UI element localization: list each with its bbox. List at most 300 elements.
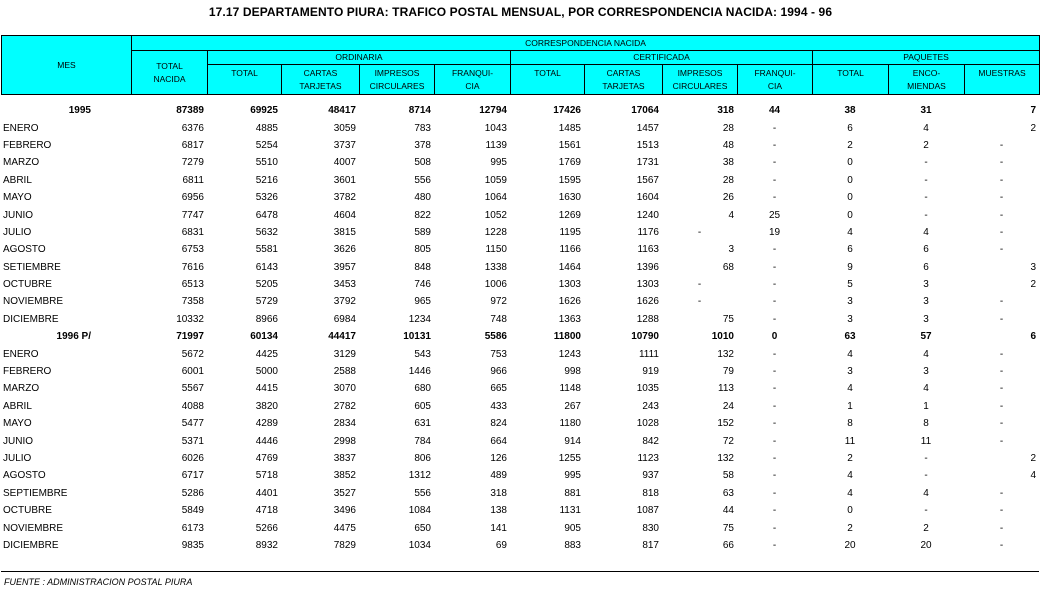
table-cell: 20 (920, 539, 932, 551)
row-label: DICIEMBRE (3, 539, 59, 551)
header-ord-cartas (282, 65, 360, 95)
row-label: 1996 P/ (56, 331, 91, 343)
header-cert-franquicia-line1: FRANQUI- (754, 67, 796, 78)
table-cell: 1052 (484, 209, 507, 221)
header-cert-franquicia (738, 65, 813, 95)
table-cell: 842 (642, 435, 659, 447)
table-cell: 1059 (484, 174, 507, 186)
table-cell: 3 (847, 366, 853, 378)
table-cell: - (999, 487, 1004, 499)
table-cell: 4769 (255, 453, 278, 464)
table-cell: 8932 (255, 539, 278, 551)
table-cell: - (772, 296, 777, 308)
table-cell: 1195 (559, 226, 581, 238)
header-paq-total (813, 65, 889, 95)
table-cell: 919 (642, 366, 659, 378)
header-total-nacida (132, 51, 208, 95)
table-cell: 5567 (181, 383, 204, 395)
table-cell: 5216 (255, 174, 278, 186)
table-cell: 4425 (255, 348, 278, 360)
table-cell: 1010 (711, 331, 734, 343)
table-row (1, 345, 1039, 362)
table-cell: 5326 (255, 192, 278, 204)
table-cell: 2 (1030, 279, 1036, 291)
header-ord-franquicia (435, 65, 511, 95)
table-cell: 2998 (333, 435, 356, 447)
table-cell: 6984 (333, 313, 356, 325)
table-cell: 805 (414, 244, 431, 256)
table-cell: 5000 (255, 366, 278, 378)
header-cert-total (511, 65, 585, 95)
row-label: FEBRERO (3, 139, 52, 151)
table-cell: 1166 (559, 244, 581, 256)
table-cell: 1228 (484, 226, 507, 238)
header-ord-impresos-line2: CIRCULARES (369, 80, 425, 91)
row-label: SEPTIEMBRE (3, 487, 68, 499)
table-cell: 1312 (408, 470, 431, 482)
table-cell: 5371 (181, 435, 204, 447)
table-cell: 6026 (181, 453, 204, 464)
row-label: FEBRERO (3, 366, 52, 378)
table-cell: 4088 (181, 400, 204, 412)
table-cell: 17426 (553, 105, 581, 117)
table-cell: 75 (722, 522, 734, 534)
table-cell: 44 (722, 505, 734, 517)
table-cell: 10131 (403, 331, 431, 343)
table-cell: 3601 (333, 174, 356, 186)
footer-rule (1, 571, 1039, 572)
table-cell: 966 (490, 366, 507, 378)
table-cell: 6 (847, 244, 853, 256)
header-cert-cartas-line2: TARJETAS (602, 80, 645, 91)
table-cell: 4401 (255, 487, 278, 499)
table-cell: 4446 (255, 435, 278, 447)
table-cell: 48 (722, 139, 734, 151)
table-cell: 4604 (333, 209, 356, 221)
page-title: 17.17 DEPARTAMENTO PIURA: TRAFICO POSTAL MENSUAL, POR CORRESPONDENCIA NACIDA: 1994 - 96 (208, 5, 833, 19)
table-cell: 1485 (558, 122, 581, 134)
table-cell: - (772, 139, 777, 151)
table-cell: 0 (847, 209, 853, 221)
table-cell: 63 (844, 331, 856, 343)
table-cell: 589 (414, 226, 431, 238)
table-cell: 4 (1030, 470, 1036, 482)
header-paq-muestras-label: MUESTRAS (978, 67, 1026, 78)
table-cell: 71997 (176, 331, 204, 343)
table-cell: - (999, 209, 1004, 221)
table-cell: 1087 (636, 505, 659, 517)
table-cell: 4 (847, 226, 853, 238)
header-certificada: CERTIFICADA (511, 51, 813, 65)
table-cell: 433 (490, 400, 507, 412)
table-cell: - (697, 296, 702, 308)
table-cell: 2782 (333, 400, 356, 412)
table-row (1, 502, 1039, 519)
table-cell: 44417 (328, 331, 356, 343)
table-cell: 5510 (255, 157, 278, 169)
table-row (1, 241, 1039, 258)
table-cell: 318 (717, 105, 734, 117)
table-cell: 69 (495, 539, 507, 551)
table-cell: 5 (847, 279, 853, 291)
table-cell: 66 (722, 539, 734, 551)
table-cell: - (772, 244, 777, 256)
table-cell: 11800 (553, 331, 581, 343)
table-cell: - (924, 174, 928, 186)
table-cell: - (772, 279, 777, 291)
data-table (1, 102, 1039, 554)
table-cell: 883 (564, 539, 581, 551)
table-cell: 5254 (255, 139, 278, 151)
table-cell: 1457 (636, 122, 659, 134)
table-cell: 489 (490, 470, 507, 482)
table-cell: 68 (722, 261, 734, 273)
table-cell: 6 (1030, 331, 1036, 343)
row-label: 1995 (68, 105, 91, 117)
table-cell: 1303 (558, 279, 581, 291)
header-correspondencia-nacida: CORRESPONDENCIA NACIDA (132, 36, 1040, 51)
table-cell: - (999, 296, 1004, 308)
table-cell: 905 (564, 522, 581, 534)
table-cell: 28 (722, 122, 734, 134)
table-cell: 1111 (638, 348, 659, 360)
table-cell: 995 (490, 157, 507, 169)
table-cell: 6831 (181, 226, 204, 238)
row-label: SETIEMBRE (3, 261, 61, 273)
table-row (1, 415, 1039, 432)
table-cell: 650 (414, 522, 431, 534)
table-cell: 44 (768, 105, 781, 117)
table-row (1, 485, 1039, 502)
table-cell: 38 (722, 157, 734, 169)
table-cell: - (999, 313, 1004, 325)
table-row (1, 276, 1039, 293)
row-label: MAYO (3, 418, 32, 430)
header-ord-franquicia-line1: FRANQUI- (451, 67, 494, 78)
table-cell: 3070 (333, 383, 356, 395)
table-row (1, 519, 1039, 536)
table-cell: 3 (923, 313, 929, 325)
header-cert-cartas (585, 65, 663, 95)
table-cell: 1163 (637, 244, 659, 256)
table-cell: 1 (923, 400, 929, 412)
table-cell: 995 (564, 470, 581, 482)
table-cell: - (772, 435, 777, 447)
table-cell: 113 (718, 383, 734, 395)
table-cell: 1630 (558, 192, 581, 204)
table-cell: - (772, 539, 777, 551)
table-cell: 378 (414, 139, 431, 151)
header-ord-total-label: TOTAL (231, 67, 258, 78)
row-label: JUNIO (3, 435, 33, 447)
table-cell: 3852 (333, 470, 356, 482)
table-cell: 7358 (181, 296, 204, 308)
row-label: MAYO (3, 192, 32, 204)
table-cell: - (772, 383, 777, 395)
table-cell: 7279 (181, 157, 204, 169)
table-cell: - (772, 192, 777, 204)
table-cell: 4885 (255, 122, 278, 134)
table-cell: 6001 (181, 366, 204, 378)
table-cell: 6513 (181, 279, 204, 291)
table-cell: - (999, 157, 1004, 169)
table-cell: 4 (728, 209, 734, 221)
source-note: FUENTE : ADMINISTRACION POSTAL PIURA (4, 577, 193, 587)
table-row (1, 259, 1039, 276)
table-cell: 972 (490, 296, 507, 308)
table-row (1, 206, 1039, 223)
header-ord-cartas-line1: CARTAS (303, 67, 338, 78)
table-cell: 784 (414, 435, 431, 447)
table-cell: 3527 (333, 487, 356, 499)
table-cell: 1064 (484, 192, 507, 204)
table-cell: 1043 (484, 122, 507, 134)
table-row (1, 311, 1039, 328)
table-cell: 6478 (255, 209, 278, 221)
table-cell: 1028 (636, 418, 659, 430)
table-cell: 6143 (255, 261, 278, 273)
table-cell: - (772, 174, 777, 186)
row-label: NOVIEMBRE (3, 296, 64, 308)
table-cell: 7616 (181, 261, 204, 273)
table-cell: 830 (642, 522, 659, 534)
table-cell: 1731 (636, 157, 659, 169)
row-label: MARZO (3, 383, 40, 395)
header-paq-encomiendas-line2: MIENDAS (907, 80, 946, 91)
table-cell: 4 (847, 348, 853, 360)
table-cell: 822 (414, 209, 431, 221)
table-cell: 5205 (255, 279, 278, 291)
header-cert-impresos-line2: CIRCULARES (672, 80, 728, 91)
header-ord-impresos-line1: IMPRESOS (374, 67, 420, 78)
table-cell: 1180 (559, 418, 581, 430)
table-cell: 4 (847, 470, 853, 482)
table-cell: 7829 (333, 539, 356, 551)
table-cell: 4289 (255, 418, 278, 430)
table-cell: 848 (414, 261, 431, 273)
table-cell: 665 (490, 383, 507, 395)
table-cell: - (772, 313, 777, 325)
table-cell: 1269 (558, 209, 581, 221)
table-cell: 3 (1030, 261, 1036, 273)
table-cell: - (999, 192, 1004, 204)
table-cell: 5266 (255, 522, 278, 534)
table-cell: 1240 (636, 209, 659, 221)
table-cell: 126 (490, 453, 507, 464)
table-cell: 937 (642, 470, 659, 482)
table-cell: 746 (414, 279, 431, 291)
header-ord-impresos (360, 65, 435, 95)
table-cell: 0 (771, 331, 778, 343)
header-paq-muestras (965, 65, 1040, 95)
table-cell: 508 (414, 157, 431, 169)
table-cell: 3496 (333, 505, 356, 517)
table-cell: 1034 (408, 539, 431, 551)
table-cell: 141 (490, 522, 507, 534)
table-cell: - (772, 400, 777, 412)
table-cell: - (924, 192, 928, 204)
table-cell: - (999, 348, 1004, 360)
table-cell: - (999, 435, 1004, 447)
table-cell: 152 (717, 418, 734, 430)
table-cell: 1446 (408, 366, 431, 378)
table-cell: 817 (642, 539, 659, 551)
table-cell: 3820 (255, 400, 278, 412)
table-cell: 6817 (181, 139, 204, 151)
table-cell: 3626 (333, 244, 356, 256)
table-cell: 6376 (181, 122, 204, 134)
table-cell: 824 (490, 418, 507, 430)
table-cell: 0 (847, 157, 853, 169)
header-ord-franquicia-line2: CIA (465, 80, 480, 91)
table-cell: - (999, 522, 1004, 534)
header-paq-encomiendas (889, 65, 965, 95)
table-cell: 8 (923, 418, 929, 430)
header-paq-total-label: TOTAL (837, 67, 864, 78)
table-row (1, 432, 1039, 449)
header-mes: MES (2, 36, 132, 95)
table-cell: 1363 (558, 313, 581, 325)
table-cell: 6956 (181, 192, 204, 204)
header-cert-impresos-line1: IMPRESOS (677, 67, 723, 78)
table-cell: - (697, 226, 702, 238)
table-cell: - (924, 157, 928, 169)
table-cell: 5286 (181, 487, 204, 499)
row-label: MARZO (3, 157, 40, 169)
table-cell: 753 (490, 348, 507, 360)
table-cell: - (772, 522, 777, 534)
table-cell: 2834 (333, 418, 356, 430)
table-row (1, 224, 1039, 241)
table-cell: 0 (847, 174, 853, 186)
row-label: ABRIL (3, 174, 32, 186)
table-cell: - (772, 470, 777, 482)
table-cell: - (924, 505, 928, 517)
table-cell: 1567 (636, 174, 659, 186)
table-row (1, 380, 1039, 397)
table-cell: 11 (920, 435, 932, 447)
table-cell: 48417 (328, 105, 356, 117)
row-label: NOVIEMBRE (3, 522, 64, 534)
table-cell: 1464 (558, 261, 581, 273)
table-cell: 10790 (631, 331, 659, 343)
table-cell: 1131 (559, 505, 581, 517)
row-label: OCTUBRE (3, 505, 52, 517)
table-cell: 60134 (250, 331, 278, 343)
table-cell: 3782 (333, 192, 356, 204)
table-cell: 2 (847, 139, 853, 151)
table-cell: 680 (414, 383, 431, 395)
table-row (1, 137, 1039, 154)
table-cell: - (999, 400, 1004, 412)
row-label: JUNIO (3, 209, 33, 221)
table-row (1, 450, 1039, 467)
table-cell: 2 (923, 522, 929, 534)
table-cell: 1626 (636, 296, 659, 308)
table-cell: - (772, 453, 777, 464)
table-cell: 4007 (333, 157, 356, 169)
row-label: AGOSTO (3, 244, 46, 256)
table-cell: 3 (923, 279, 929, 291)
table-cell: 4 (923, 348, 929, 360)
table-cell: - (924, 470, 928, 482)
row-label: ENERO (3, 348, 39, 360)
table-cell: 2588 (333, 366, 356, 378)
table-cell: - (924, 209, 928, 221)
table-cell: 556 (414, 487, 431, 499)
header-paquetes: PAQUETES (813, 51, 1040, 65)
table-cell: 75 (722, 313, 734, 325)
table-cell: 631 (414, 418, 431, 430)
table-cell: 1176 (637, 226, 659, 238)
table-cell: 1243 (558, 348, 581, 360)
table-cell: 132 (717, 348, 734, 360)
table-cell: 1150 (485, 244, 507, 256)
table-cell: 5632 (255, 226, 278, 238)
table-cell: 1006 (484, 279, 507, 291)
table-cell: 63 (722, 487, 734, 499)
table-cell: 5849 (181, 505, 204, 517)
table-cell: 12794 (479, 105, 507, 117)
table-cell: 4415 (255, 383, 278, 395)
table-cell: 5581 (255, 244, 278, 256)
table-cell: 25 (768, 209, 781, 221)
table-cell: 3 (728, 244, 734, 256)
table-cell: 3129 (333, 348, 356, 360)
table-cell: - (999, 505, 1004, 517)
table-cell: - (924, 453, 928, 464)
table-cell: - (772, 157, 777, 169)
table-cell: 1396 (636, 261, 659, 273)
table-cell: 914 (564, 435, 581, 447)
table-cell: - (772, 122, 777, 134)
table-cell: - (697, 279, 702, 291)
table-row (1, 398, 1039, 415)
table-cell: 605 (414, 400, 431, 412)
table-cell: 28 (722, 174, 734, 186)
table-cell: 8 (847, 418, 853, 430)
table-cell: 4 (923, 487, 929, 499)
table-cell: 480 (414, 192, 431, 204)
table-cell: - (999, 226, 1004, 238)
table-cell: - (772, 418, 777, 430)
table-cell: 9835 (181, 539, 204, 551)
table-cell: 1234 (408, 313, 431, 325)
table-cell: - (772, 261, 777, 273)
table-cell: 267 (564, 400, 581, 412)
table-cell: - (999, 244, 1004, 256)
row-label: ABRIL (3, 400, 32, 412)
row-label: JULIO (3, 453, 32, 464)
table-cell: 5477 (181, 418, 204, 430)
table-cell: 2 (1030, 453, 1036, 464)
header-cert-total-label: TOTAL (534, 67, 561, 78)
year-total-row (1, 102, 1039, 119)
table-cell: 7 (1030, 105, 1036, 117)
table-cell: 69925 (250, 105, 278, 117)
table-row (1, 189, 1039, 206)
table-cell: 132 (717, 453, 734, 464)
table-cell: 24 (722, 400, 734, 412)
table-cell: 4 (847, 383, 853, 395)
table-cell: 4 (847, 487, 853, 499)
table-cell: 556 (414, 174, 431, 186)
table-cell: 3957 (333, 261, 356, 273)
table-cell: 1288 (636, 313, 659, 325)
table-cell: 6753 (181, 244, 204, 256)
table-cell: 1148 (559, 383, 581, 395)
table-row (1, 172, 1039, 189)
